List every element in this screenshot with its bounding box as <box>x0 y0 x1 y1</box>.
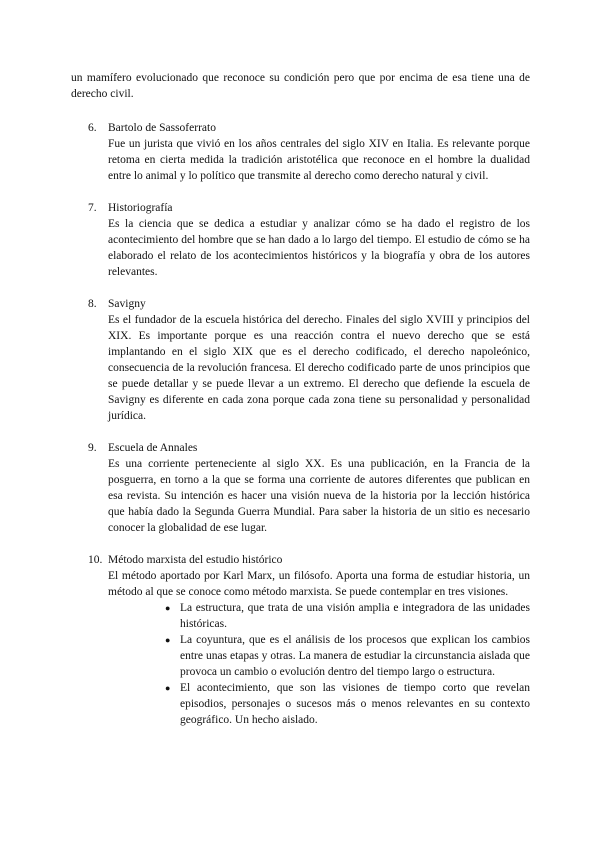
bullet-item <box>165 632 530 680</box>
bullet-icon: ● <box>165 603 171 613</box>
bullet-text: La estructura, que trata de una visión amplia e integradora de las unidades históricas. <box>180 602 530 630</box>
bullet-list <box>108 600 530 728</box>
item-number: 6. <box>88 122 97 134</box>
list-item <box>71 120 530 184</box>
bullet-icon: ● <box>165 635 171 645</box>
bullet-item <box>165 600 530 632</box>
item-body: Es la ciencia que se dedica a estudiar y analizar cómo se ha dado el registro de los acontecimiento del hombre que se han dado a lo largo del tiempo. El estudio de cómo se ha elaborado el relato de los acontecimientos históricos y la biografía y obra de los autores relevantes. <box>108 218 530 278</box>
bullet-item <box>165 680 530 728</box>
item-title: Bartolo de Sassoferrato <box>108 122 216 134</box>
intro-paragraph: un mamífero evolucionado que reconoce su condición pero que por encima de esa tiene una de derecho civil. <box>71 72 530 100</box>
list-item <box>71 440 530 536</box>
item-title: Historiografía <box>108 202 173 214</box>
item-number: 7. <box>88 202 97 214</box>
list-item <box>71 552 530 728</box>
item-title: Savigny <box>108 298 146 310</box>
item-number: 10. <box>88 554 103 566</box>
item-body: Es una corriente perteneciente al siglo XX. Es una publicación, en la Francia de la posguerra, en torno a la que se forma una corriente de autores diferentes que publican en esa revista. Su intención es hacer una visión nueva de la historia por la lección histórica que había dado la Segunda Guerra Mundial. Para saber la historia de un sitio es necesario conocer la globalidad de ese lugar. <box>108 458 530 534</box>
item-body: El método aportado por Karl Marx, un filósofo. Aporta una forma de estudiar historia, un método al que se conoce como método marxista. Se puede contemplar en tres visiones. <box>108 570 530 598</box>
item-title: Método marxista del estudio histórico <box>108 554 283 566</box>
bullet-text: El acontecimiento, que son las visiones de tiempo corto que revelan episodios, personajes o sucesos más o menos relevantes en su contexto geográfico. Un hecho aislado. <box>180 682 530 726</box>
numbered-list <box>71 120 530 744</box>
list-item <box>71 200 530 280</box>
item-number: 9. <box>88 442 97 454</box>
item-body: Es el fundador de la escuela histórica del derecho. Finales del siglo XVIII y principios del XIX. Es importante porque es una reacción contra el nuevo derecho que se está implantando en el siglo XIX que es el derecho codificado, el derecho napoleónico, consecuencia de la revolución francesa. El derecho codificado parte de unos principios que se puede detallar y se puede llevar a un extremo. El derecho que defiende la escuela de Savigny es diferente en cada zona porque cada zona tiene su personalidad y personalidad jurídica. <box>108 314 530 422</box>
item-title: Escuela de Annales <box>108 442 198 454</box>
list-item <box>71 296 530 424</box>
bullet-text: La coyuntura, que es el análisis de los procesos que explican los cambios entre unas etapas y otras. La manera de estudiar la circunstancia aislada que provoca un cambio o evolución dentro del tiempo largo o estructura. <box>180 634 530 678</box>
item-number: 8. <box>88 298 97 310</box>
item-body: Fue un jurista que vivió en los años centrales del siglo XIV en Italia. Es relevante porque retoma en cierta medida la tradición aristotélica que reconoce en el hombre la dualidad entre lo animal y lo político que transmite al derecho como derecho natural y civil. <box>108 138 530 182</box>
bullet-icon: ● <box>165 683 171 693</box>
